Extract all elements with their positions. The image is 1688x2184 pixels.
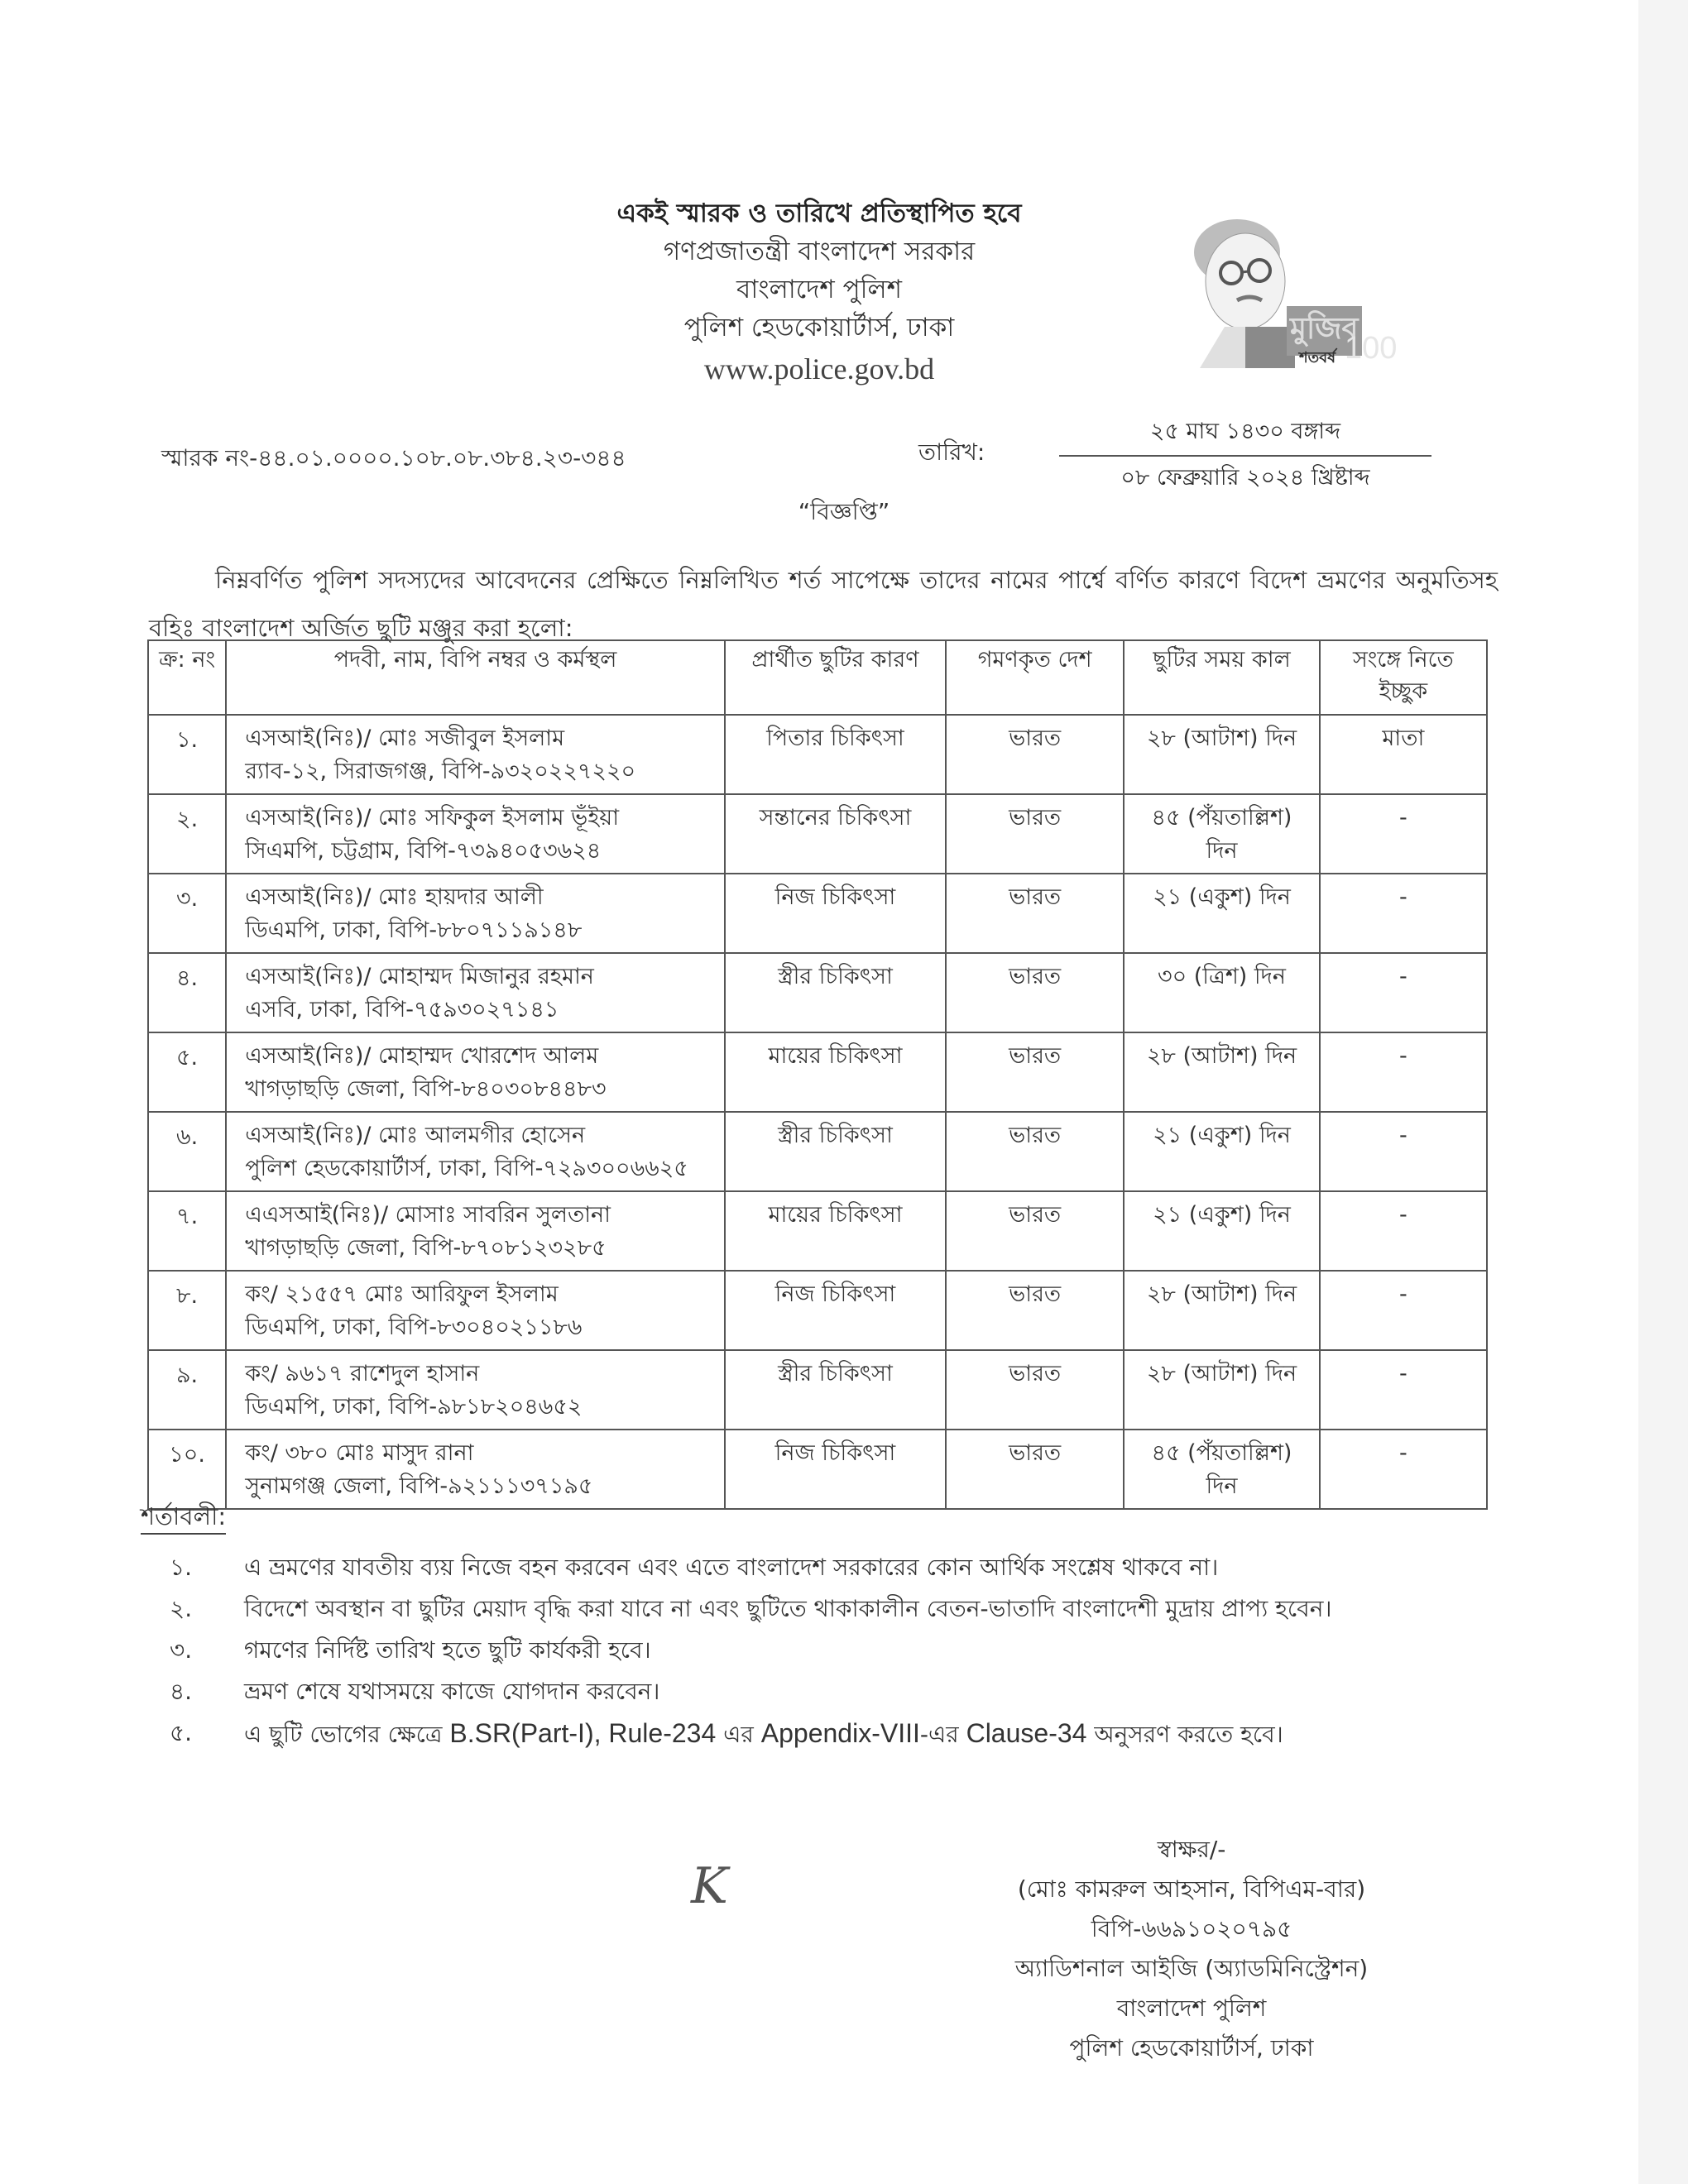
signatory-designation: অ্যাডিশনাল আইজি (অ্যাডমিনিস্ট্রেশন) [1014,1955,1369,1982]
leave-reason: পিতার চিকিৎসা [766,726,904,751]
replacement-note: একই স্মারক ও তারিখে প্রতিস্থাপিত হবে [616,199,1022,228]
member-name: এসআই(নিঃ)/ মোহাম্মদ খোরশেদ আলম [245,1043,599,1069]
accompanying-person: - [1398,1281,1407,1307]
member-name: কং/ ৯৬১৭ রাশেদুল হাসান [245,1361,480,1387]
member-posting: খাগড়াছড়ি জেলা, বিপি-৮৭০৮১২৩২৮৫ [245,1235,607,1261]
leave-reason: নিজ চিকিৎসা [774,884,896,910]
leave-reason: স্ত্রীর চিকিৎসা [778,1361,893,1387]
cell-reason [725,1271,946,1350]
table-row [148,1430,1487,1509]
destination-country: ভারত [1009,1281,1062,1307]
cell-sl [148,794,226,874]
table-row [148,715,1487,794]
condition-item [145,1630,1469,1671]
cell-reason [725,715,946,794]
condition-text: গমণের নির্দিষ্ট তারিখ হতে ছুটি কার্যকরী হবে। [244,1636,651,1664]
leave-duration: ২৮ (আটাশ) দিন [1146,1281,1297,1307]
letterhead [488,194,1150,391]
cell-reason [725,953,946,1032]
organization-name: বাংলাদেশ পুলিশ [736,275,902,304]
destination-country: ভারত [1009,1440,1062,1466]
table-row [148,953,1487,1032]
accompanying-person: - [1398,805,1407,831]
cell-sl [148,1430,226,1509]
cell-reason [725,1191,946,1271]
cell-name [226,1430,725,1509]
leave-reason: মায়ের চিকিৎসা [768,1043,903,1069]
cell-country [946,1271,1124,1350]
accompanying-person: - [1398,1440,1407,1466]
member-posting: এসবি, ঢাকা, বিপি-৭৫৯৩০২৭১৪১ [245,997,559,1023]
cell-duration [1124,1191,1319,1271]
table-body [148,715,1487,1509]
member-posting: সুনামগঞ্জ জেলা, বিপি-৯২১১১৩৭১৯৫ [245,1473,593,1499]
memo-number: স্মারক নং-৪৪.০১.০০০০.১০৮.০৮.৩৮৪.২৩-৩৪৪ [161,444,626,472]
conditions-title: শর্তাবলী: [141,1500,226,1535]
leave-duration: ২১ (একুশ) দিন [1153,884,1291,910]
condition-number: ১. [170,1554,193,1581]
conditions-list [145,1547,1469,1755]
signatory-office: পুলিশ হেডকোয়ার্টার্স, ঢাকা [1069,2034,1314,2062]
leave-duration: ৪৫ (পঁয়তাল্লিশ) দিন [1151,1440,1292,1499]
table-row [148,1271,1487,1350]
cell-sl [148,1271,226,1350]
cell-country [946,1191,1124,1271]
condition-rule-ref: B.SR(Part-I), Rule-234 [449,1718,717,1748]
serial-number: ৪. [176,965,199,991]
office-name: পুলিশ হেডকোয়ার্টার্স, ঢাকা [683,313,955,342]
table-row [148,874,1487,953]
leave-duration: ২১ (একুশ) দিন [1153,1123,1291,1148]
header-name: পদবী, নাম, বিপি নম্বর ও কর্মস্থল [226,640,725,715]
member-posting: র‌্যাব-১২, সিরাজগঞ্জ, বিপি-৯৩২০২২৭২২০ [245,759,636,784]
accompanying-person: - [1398,964,1407,989]
cell-duration [1124,1430,1319,1509]
condition-text-part: এ ছুটি ভোগের ক্ষেত্রে [244,1721,450,1748]
cell-name [226,1191,725,1271]
destination-country: ভারত [1009,805,1062,831]
cell-accompany [1320,1191,1487,1271]
condition-item [145,1547,1469,1588]
condition-clause-ref: Clause-34 [966,1718,1087,1748]
cell-accompany [1320,1350,1487,1430]
intro-paragraph [149,556,1498,652]
member-name: কং/ ২১৫৫৭ মোঃ আরিফুল ইসলাম [245,1281,559,1307]
member-posting: সিএমপি, চট্টগ্রাম, বিপি-৭৩৯৪০৫৩৬২৪ [245,838,602,864]
cell-duration [1124,715,1319,794]
government-name: গণপ্রজাতন্ত্রী বাংলাদেশ সরকার [663,237,976,266]
cell-accompany [1320,1271,1487,1350]
condition-text-part: -এর [919,1721,966,1748]
cell-accompany [1320,794,1487,874]
member-name: এসআই(নিঃ)/ মোঃ আলমগীর হোসেন [245,1123,586,1148]
cell-accompany [1320,953,1487,1032]
member-name: কং/ ৩৮০ মোঃ মাসুদ রানা [245,1440,474,1466]
signed-mark: স্বাক্ষর/- [1157,1836,1226,1863]
table-header-row [148,640,1487,715]
cell-duration [1124,953,1319,1032]
date-gregorian: ০৮ ফেব্রুয়ারি ২০২৪ খ্রিষ্টাব্দ [1120,465,1370,491]
condition-text [244,1712,1283,1755]
leave-duration: ২৮ (আটাশ) দিন [1146,1043,1297,1069]
leave-duration: ২৮ (আটাশ) দিন [1146,1361,1297,1387]
condition-number: ৫. [170,1719,193,1746]
cell-name [226,1350,725,1430]
header-reason: প্রার্থীত ছুটির কারণ [725,640,946,715]
cell-duration [1124,794,1319,874]
logo-number: 100 [1345,331,1398,366]
handwritten-initial: K [691,1857,728,1915]
serial-number: ৩. [176,886,199,912]
table-row [148,1112,1487,1191]
cell-reason [725,1112,946,1191]
cell-country [946,874,1124,953]
cell-name [226,1271,725,1350]
serial-number: ১০. [169,1442,205,1468]
leave-reason: স্ত্রীর চিকিৎসা [778,1123,893,1148]
cell-country [946,953,1124,1032]
condition-appendix-ref: Appendix-VIII [760,1718,920,1748]
date-label: তারিখ: [918,438,985,466]
destination-country: ভারত [1009,1202,1062,1228]
date-block [1059,414,1431,496]
cell-sl [148,1112,226,1191]
cell-sl [148,1191,226,1271]
cell-country [946,715,1124,794]
cell-sl [148,1350,226,1430]
serial-number: ৬. [176,1124,199,1150]
cell-duration [1124,1271,1319,1350]
condition-text-part: অনুসরণ করতে হবে। [1086,1721,1283,1748]
condition-number: ৩. [170,1636,193,1664]
destination-country: ভারত [1009,1361,1062,1387]
serial-number: ১. [176,727,199,753]
signature-block [976,1830,1407,2068]
table-row [148,1350,1487,1430]
cell-country [946,1112,1124,1191]
serial-number: ২. [176,807,199,832]
cell-name [226,1112,725,1191]
leave-reason: স্ত্রীর চিকিৎসা [778,964,893,989]
destination-country: ভারত [1009,1123,1062,1148]
accompanying-person: - [1398,1043,1407,1069]
serial-number: ৯. [176,1363,199,1388]
table-row [148,1191,1487,1271]
cell-duration [1124,1112,1319,1191]
cell-reason [725,1032,946,1112]
cell-duration [1124,874,1319,953]
cell-sl [148,874,226,953]
cell-duration [1124,1032,1319,1112]
leave-reason: নিজ চিকিৎসা [774,1281,896,1307]
member-posting: ডিএমপি, ঢাকা, বিপি-৮৮০৭১১৯১৪৮ [245,917,583,943]
signatory-bp: বিপি-৬৬৯১০২০৭৯৫ [1091,1915,1292,1942]
cell-country [946,1430,1124,1509]
logo-mujib-text: মুজিব [1287,306,1362,356]
leave-duration: ৩০ (ত্রিশ) দিন [1158,964,1286,989]
member-name: এসআই(নিঃ)/ মোঃ সফিকুল ইসলাম ভূঁইয়া [245,805,620,831]
table-row [148,1032,1487,1112]
leave-reason: সন্তানের চিকিৎসা [759,805,912,831]
leave-reason: মায়ের চিকিৎসা [768,1202,903,1228]
cell-sl [148,715,226,794]
leave-duration: ২৮ (আটাশ) দিন [1146,726,1297,751]
condition-item [145,1671,1469,1712]
member-posting: খাগড়াছড়ি জেলা, বিপি-৮৪০৩০৮৪৪৮৩ [245,1076,607,1102]
header-duration: ছুটির সময় কাল [1124,640,1319,715]
destination-country: ভারত [1009,726,1062,751]
serial-number: ৮. [176,1283,199,1309]
condition-number: ৪. [170,1678,193,1705]
logo-sub-text: শতবর্ষ [1299,349,1336,366]
condition-text: ভ্রমণ শেষে যথাসময়ে কাজে যোগদান করবেন। [244,1678,660,1705]
header-accompany: সংঙ্গে নিতে ইচ্ছুক [1320,640,1487,715]
condition-text-part: এর [716,1721,761,1748]
header-country: গমণকৃত দেশ [946,640,1124,715]
intro-text: নিম্নবর্ণিত পুলিশ সদস্যদের আবেদনের প্রেক্ষিতে নিম্নলিখিত শর্ত সাপেক্ষে তাদের নামের পার্শ্বে বর্ণিত কারণে বিদেশ ভ্রমণের অনুমতিসহ বহিঃ বাংলাদেশ অর্জিত ছুটি মঞ্জুর করা হলো: [149,566,1498,642]
cell-reason [725,874,946,953]
cell-accompany [1320,1032,1487,1112]
cell-country [946,1350,1124,1430]
cell-country [946,1032,1124,1112]
accompanying-person: - [1398,1361,1407,1387]
signatory-organization: বাংলাদেশ পুলিশ [1116,1995,1267,2022]
header-sl: ক্র: নং [148,640,226,715]
destination-country: ভারত [1009,884,1062,910]
accompanying-person: - [1398,884,1407,910]
member-posting: ডিএমপি, ঢাকা, বিপি-৯৮১৮২০৪৬৫২ [245,1394,583,1420]
cell-reason [725,1430,946,1509]
cell-name [226,794,725,874]
member-name: এসআই(নিঃ)/ মোঃ সজীবুল ইসলাম [245,726,565,751]
signatory-name: (মোঃ কামরুল আহসান, বিপিএম-বার) [1017,1875,1366,1903]
cell-reason [725,1350,946,1430]
table-row [148,794,1487,874]
cell-accompany [1320,1112,1487,1191]
serial-number: ৫. [176,1045,199,1070]
accompanying-person: মাতা [1382,726,1425,751]
accompanying-person: - [1398,1202,1407,1228]
member-name: এসআই(নিঃ)/ মোঃ হায়দার আলী [245,884,544,910]
member-name: এসআই(নিঃ)/ মোহাম্মদ মিজানুর রহমান [245,964,594,989]
cell-name [226,953,725,1032]
website-link[interactable]: www.police.gov.bd [703,352,935,386]
destination-country: ভারত [1009,964,1062,989]
leave-reason: নিজ চিকিৎসা [774,1440,896,1466]
condition-number: ২. [170,1595,193,1622]
scan-edge [1638,0,1688,2184]
member-posting: পুলিশ হেডকোয়ার্টার্স, ঢাকা, বিপি-৭২৯৩০০৬৬২৫ [245,1156,688,1181]
cell-accompany [1320,1430,1487,1509]
leave-duration: ২১ (একুশ) দিন [1153,1202,1291,1228]
date-bangla: ২৫ মাঘ ১৪৩০ বঙ্গাব্দ [1059,414,1431,457]
cell-name [226,715,725,794]
destination-country: ভারত [1009,1043,1062,1069]
cell-duration [1124,1350,1319,1430]
condition-text: বিদেশে অবস্থান বা ছুটির মেয়াদ বৃদ্ধি করা যাবে না এবং ছুটিতে থাকাকালীন বেতন-ভাতাদি বাংলাদেশী মুদ্রায় প্রাপ্য হবেন। [244,1595,1332,1622]
cell-reason [725,794,946,874]
leave-table [147,639,1488,1510]
member-posting: ডিএমপি, ঢাকা, বিপি-৮৩০৪০২১১৮৬ [245,1315,583,1340]
member-name: এএসআই(নিঃ)/ মোসাঃ সাবরিন সুলতানা [245,1202,611,1228]
condition-item [145,1712,1469,1755]
cell-accompany [1320,715,1487,794]
notice-title: “বিজ্ঞপ্তি” [798,498,890,525]
condition-text: এ ভ্রমণের যাবতীয় ব্যয় নিজে বহন করবেন এবং এতে বাংলাদেশ সরকারের কোন আর্থিক সংশ্লেষ থাকবে না। [244,1554,1219,1581]
cell-country [946,794,1124,874]
cell-name [226,874,725,953]
cell-sl [148,1032,226,1112]
cell-accompany [1320,874,1487,953]
leave-duration: ৪৫ (পঁয়তাল্লিশ) দিন [1151,805,1292,864]
accompanying-person: - [1398,1123,1407,1148]
cell-name [226,1032,725,1112]
cell-sl [148,953,226,1032]
condition-item [145,1588,1469,1630]
serial-number: ৭. [176,1204,199,1229]
